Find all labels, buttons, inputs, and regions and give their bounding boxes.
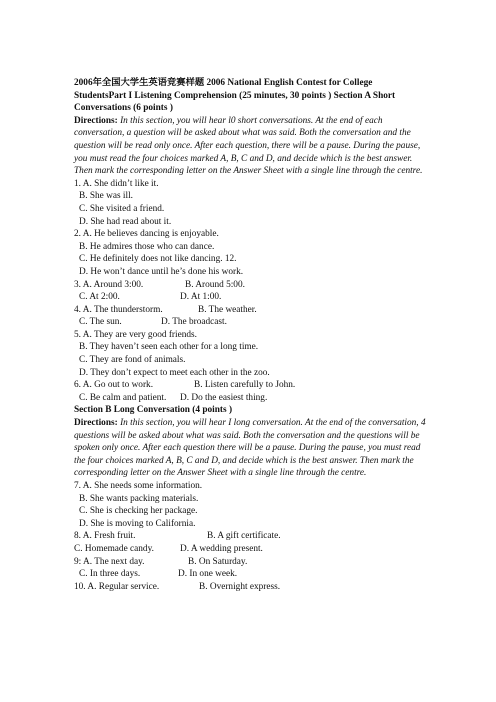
- question-3-option-d: D. At 1:00.: [180, 292, 222, 303]
- question-6-row-1: [74, 379, 426, 392]
- section-b-directions: [74, 417, 426, 480]
- question-3-option-c: C. At 2:00.: [79, 292, 120, 303]
- question-6-row-2: [74, 392, 426, 405]
- question-6-option-c: C. Be calm and patient.: [79, 392, 167, 403]
- question-3-option-a: 3. A. Around 3:00.: [74, 279, 144, 290]
- question-7-option-c: C. She is checking her package.: [79, 506, 198, 517]
- question-6-option-d: D. Do the easiest thing.: [180, 392, 268, 403]
- question-4-option-a: 4. A. The thunderstorm.: [74, 304, 163, 315]
- question-4-option-d: D. The broadcast.: [161, 317, 227, 328]
- question-8-option-a: 8. A. Fresh fruit.: [74, 531, 136, 542]
- question-7-option-b: B. She wants packing materials.: [79, 493, 199, 504]
- question-2-option-c: C. He definitely does not like dancing. 12.: [79, 254, 237, 265]
- question-4-row-1: [74, 304, 426, 317]
- document-page: [74, 77, 426, 593]
- question-10-option-b: B. Overnight express.: [199, 581, 281, 592]
- question-1-option-b: B. She was ill.: [79, 191, 133, 202]
- question-5-option-b: B. They haven’t seen each other for a long time.: [79, 342, 259, 353]
- question-2-option-a: 2. A. He believes dancing is enjoyable.: [74, 229, 219, 240]
- question-5-option-d: D. They don’t expect to meet each other in the zoo.: [79, 367, 270, 378]
- question-8-option-d: D. A wedding present.: [180, 543, 263, 554]
- question-2-option-b: B. He admires those who can dance.: [79, 241, 215, 252]
- directions-text: In this section, you will hear l0 short conversations. At the end of each conversation, a question will be asked about what was said. Both the conversation and the question will be read only once. After each question, there will be a pause. During the pause, you must read the four choices marked A, B, C and D, and decide which is the best answer. Then mark the corresponding letter on the Answer Sheet with a single line through the centre.: [74, 115, 423, 177]
- question-3-option-b: B. Around 5:00.: [185, 279, 245, 290]
- question-8-option-b: B. A gift certificate.: [207, 531, 281, 542]
- question-2-option-d: D. He won’t dance until he’s done his work.: [79, 266, 244, 277]
- question-4-row-2: [74, 316, 426, 329]
- question-10-row-1: [74, 581, 426, 594]
- question-6-option-a: 6. A. Go out to work.: [74, 380, 154, 391]
- section-a-directions: [74, 115, 426, 178]
- question-3-row-2: [74, 291, 426, 304]
- question-8-row-1: [74, 530, 426, 543]
- question-1-option-c: C. She visited a friend.: [79, 203, 165, 214]
- question-9-option-b: B. On Saturday.: [188, 556, 248, 567]
- question-9-row-1: [74, 556, 426, 569]
- document-title: 2006年全国大学生英语竞赛样题 2006 National English Contest for College StudentsPart I Listening Comprehension (25 minutes, 30 points ) Section A Short Conversations (6 points ): [74, 78, 396, 114]
- question-4-option-b: B. The weather.: [198, 304, 257, 315]
- question-9-row-2: [74, 568, 426, 581]
- question-7-option-d: D. She is moving to California.: [79, 518, 196, 529]
- question-5-option-a: 5. A. They are very good friends.: [74, 329, 197, 340]
- question-9-option-d: D. In one week.: [178, 569, 238, 580]
- question-4-option-c: C. The sun.: [79, 317, 122, 328]
- question-5-option-c: C. They are fond of animals.: [79, 355, 186, 366]
- question-9-option-a: 9: A. The next day.: [74, 556, 145, 567]
- directions-text: In this section, you will hear I long conversation. At the end of the conversation, 4 questions will be asked about what was said. Both the conversation and the questions will be spoken only once. After each question there will be a pause. During the pause, you must read the four choices marked A, B, C and D, and decide which is the best answer. Then mark the corresponding letter on the Answer Sheet with a single line through the centre.: [74, 418, 426, 479]
- question-10-option-a: 10. A. Regular service.: [74, 581, 160, 592]
- question-8-row-2: [74, 543, 426, 556]
- section-b-heading: Section B Long Conversation (4 points ): [74, 405, 233, 416]
- directions-label: Directions:: [74, 418, 118, 429]
- question-8-option-c: C. Homemade candy.: [74, 543, 154, 554]
- question-6-option-b: B. Listen carefully to John.: [194, 380, 296, 391]
- directions-label: Directions:: [74, 115, 118, 126]
- question-9-option-c: C. In three days.: [79, 569, 141, 580]
- question-7-option-a: 7. A. She needs some information.: [74, 481, 203, 491]
- question-3-row-1: [74, 279, 426, 292]
- question-1-option-d: D. She had read about it.: [79, 216, 172, 227]
- question-1-option-a: 1. A. She didn’t like it.: [74, 178, 159, 189]
